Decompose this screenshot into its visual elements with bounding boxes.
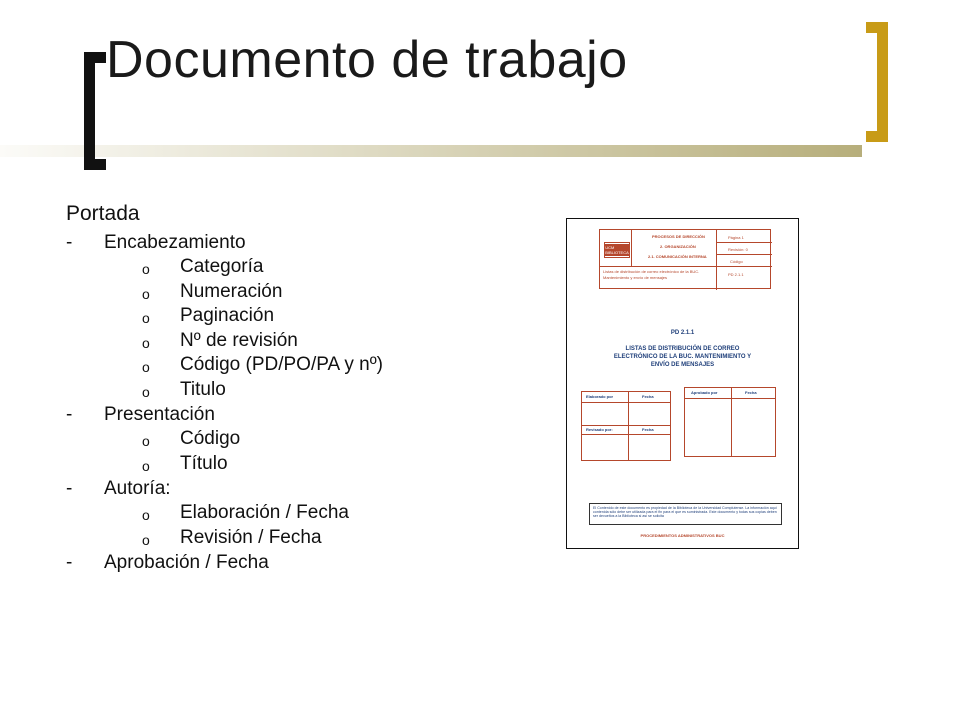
list-item — [66, 452, 228, 477]
divider — [716, 254, 772, 255]
list-item-label: Paginación — [180, 305, 275, 326]
circle-bullet: o — [142, 433, 150, 449]
outline-heading: Portada — [66, 202, 140, 225]
divider — [600, 266, 772, 267]
list-item — [66, 526, 322, 551]
signature-table-right — [684, 387, 776, 457]
left-bracket-decoration — [84, 52, 106, 170]
revisado-label: Revisado por: — [586, 427, 613, 432]
library-logo — [604, 242, 630, 258]
circle-bullet: o — [142, 310, 150, 326]
header-page: Página 1 — [728, 235, 744, 240]
fecha-label: Fecha — [745, 390, 757, 395]
divider — [716, 242, 772, 243]
list-item-label: Titulo — [180, 378, 226, 400]
section-autoria — [66, 476, 171, 501]
title-underline-bar — [0, 145, 862, 157]
circle-bullet: o — [142, 383, 150, 400]
list-item — [66, 353, 383, 378]
thumbnail-code: PD 2.1.1 — [670, 330, 695, 336]
circle-bullet: o — [142, 531, 150, 548]
list-item — [66, 501, 349, 526]
thumbnail-header-box — [599, 229, 771, 289]
list-item — [66, 255, 264, 280]
list-item-label: Código — [180, 428, 241, 449]
header-category: PROCESOS DE DIRECCIÓN — [652, 234, 705, 239]
dash-bullet: - — [66, 232, 73, 253]
outline — [66, 202, 383, 575]
thumbnail-footer: PROCEDIMIENTOS ADMINISTRATIVOS BUC — [640, 533, 725, 538]
slide-title: Documento de trabajo — [106, 31, 628, 89]
header-code: PD 2.1.1 — [728, 272, 744, 277]
list-item — [66, 304, 275, 329]
thumbnail-title-line: ELECTRÓNICO DE LA BUC. MANTENIMIENTO Y — [613, 354, 752, 360]
list-item — [66, 378, 226, 403]
divider — [731, 388, 732, 456]
header-doc-title: Listas de distribución de correo electrónico de la BUC. Mantenimiento y envío de mensajes — [603, 269, 700, 280]
dash-bullet: - — [66, 404, 73, 425]
section-aprobacion — [66, 550, 269, 575]
divider — [582, 402, 670, 403]
section-label: Autoría: — [104, 478, 171, 499]
circle-bullet: o — [142, 359, 150, 375]
dash-bullet: - — [66, 552, 73, 573]
list-item — [66, 427, 241, 452]
list-item-label: Elaboración / Fecha — [180, 502, 349, 523]
right-bracket-decoration — [866, 22, 888, 142]
divider — [716, 230, 717, 290]
section-label: Presentación — [104, 404, 215, 425]
thumbnail-title-line: LISTAS DE DISTRIBUCIÓN DE CORREO — [625, 346, 740, 352]
list-item-label: Numeración — [180, 280, 283, 302]
section-label: Encabezamiento — [104, 232, 246, 253]
divider — [631, 230, 632, 266]
divider — [628, 392, 629, 460]
header-code-label: Código — [730, 259, 743, 264]
circle-bullet: o — [142, 457, 150, 474]
elaborado-label: Elaborado por — [586, 394, 614, 399]
divider — [685, 398, 775, 399]
divider — [582, 425, 670, 426]
fecha-label: Fecha — [642, 394, 654, 399]
list-item-label: Nº de revisión — [180, 329, 298, 351]
circle-bullet: o — [142, 285, 150, 302]
header-section: 2. ORGANIZACIÓN — [660, 244, 696, 249]
header-revision: Revisión: 0 — [728, 247, 748, 252]
divider — [582, 434, 670, 435]
circle-bullet: o — [142, 507, 150, 523]
aprobado-label: Aprobado por — [691, 390, 718, 395]
list-item — [66, 280, 283, 305]
fecha-label: Fecha — [642, 427, 654, 432]
list-item-label: Categoría — [180, 256, 264, 277]
header-subsection: 2.1. COMUNICACIÓN INTERNA — [648, 254, 707, 259]
thumbnail-title-line: ENVÍO DE MENSAJES — [650, 362, 715, 368]
circle-bullet: o — [142, 261, 150, 277]
library-logo-text: UCM BIBLIOTECA — [605, 245, 629, 255]
confidentiality-note: El Contenido de este documento es propiedad de la Biblioteca de la Universidad Complutense. La información aquí contenida sólo debe ser utilizada para el fin para el que es suministrada. Este documento y todas sus copias deben ser devueltos a la Biblioteca si así se solicita — [589, 503, 782, 525]
signature-table-left — [581, 391, 671, 461]
section-encabezamiento — [66, 230, 246, 255]
section-label: Aprobación / Fecha — [104, 552, 269, 573]
list-item-label: Revisión / Fecha — [180, 526, 322, 548]
dash-bullet: - — [66, 478, 73, 499]
circle-bullet: o — [142, 334, 150, 351]
section-presentacion — [66, 402, 215, 427]
list-item-label: Título — [180, 452, 228, 474]
list-item-label: Código (PD/PO/PA y nº) — [180, 354, 383, 375]
list-item — [66, 329, 298, 354]
document-thumbnail — [566, 218, 799, 549]
